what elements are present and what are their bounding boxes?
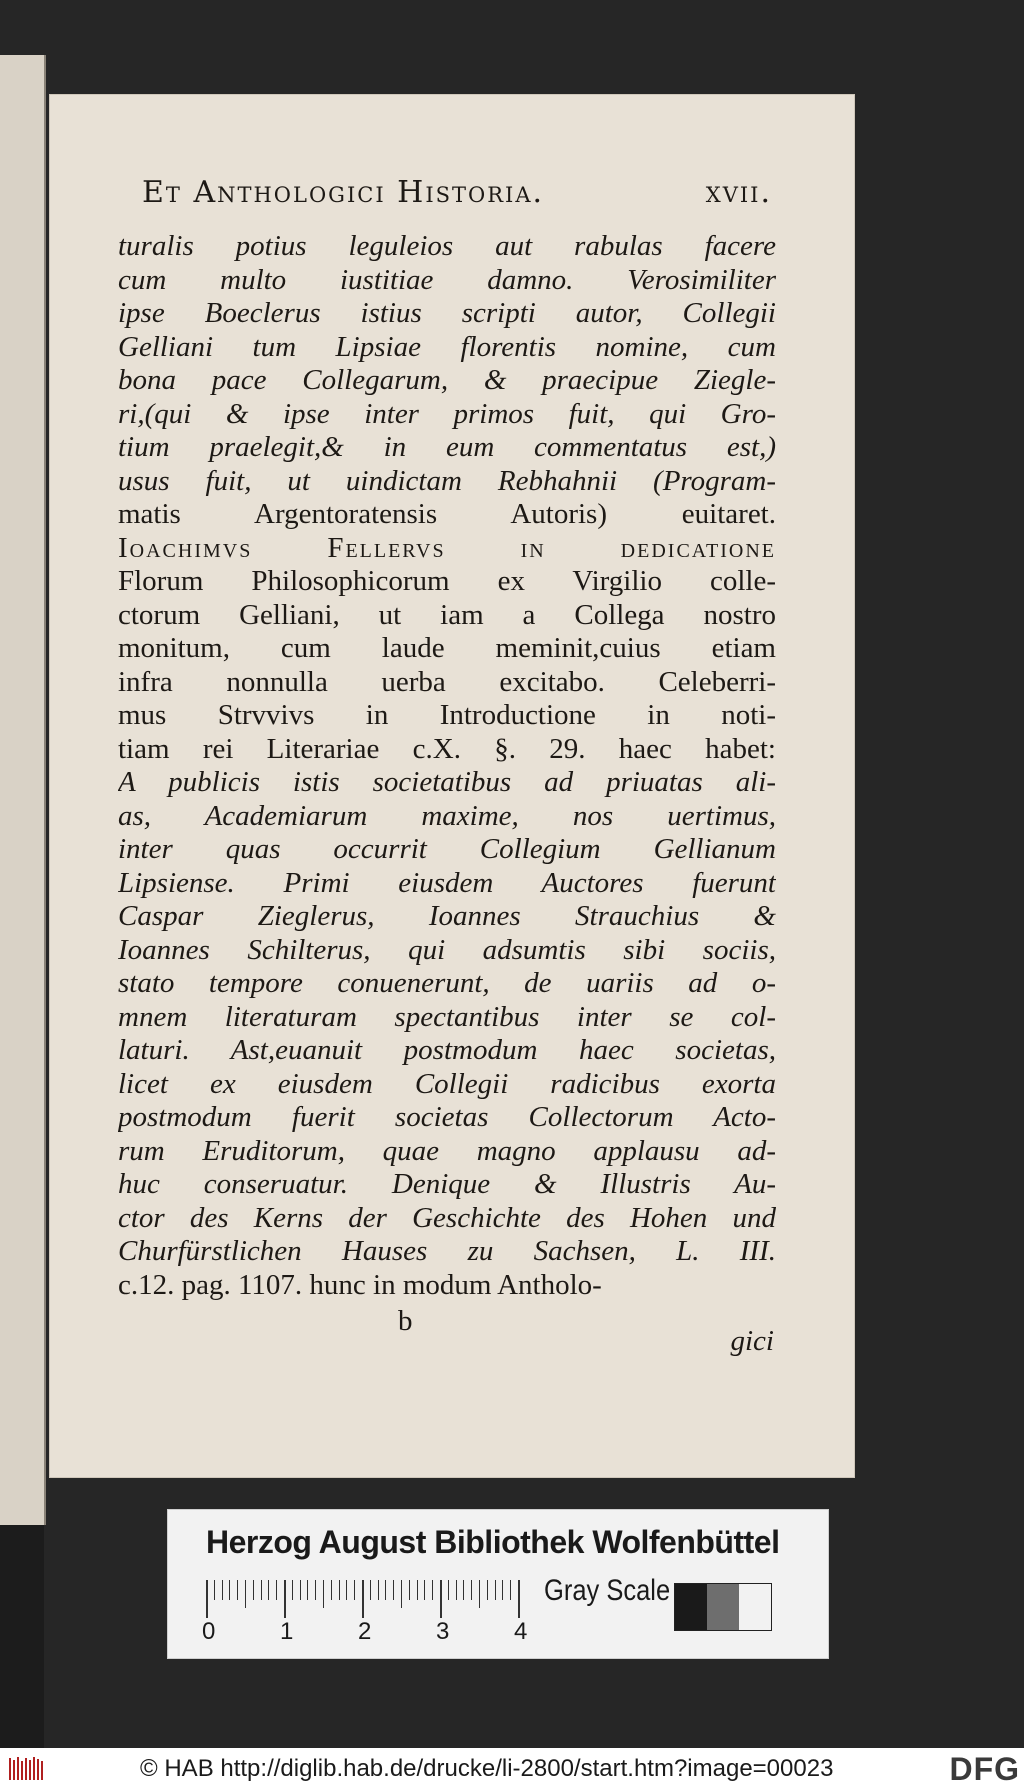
previous-page-edge (0, 55, 46, 1525)
ruler-tick (448, 1580, 449, 1600)
ruler-tick (339, 1580, 340, 1600)
text-line: rum Eruditorum, quae magno applausu ad- (118, 1134, 776, 1167)
book-page (50, 95, 854, 1477)
ruler-tick (284, 1580, 286, 1618)
ruler-tick (237, 1580, 238, 1600)
text-line: Ioachimvs Fellervs in dedicatione (118, 531, 776, 564)
ruler-tick (331, 1580, 332, 1600)
ruler-tick (440, 1580, 442, 1618)
text-line: c.12. pag. 1107. hunc in modum Antholo- (118, 1268, 602, 1301)
ruler-number: 0 (202, 1618, 216, 1645)
ruler-tick (253, 1580, 254, 1600)
ruler-tick (487, 1580, 488, 1600)
text-line: stato tempore conuenerunt, de uariis ad o- (118, 967, 776, 999)
text-line: matis Argentoratensis Autoris) euitaret. (118, 498, 776, 530)
ruler-tick (214, 1580, 215, 1600)
ruler-tick (370, 1580, 371, 1600)
ruler-tick (315, 1580, 316, 1600)
text-line: Gelliani tum Lipsiae florentis nomine, cum (118, 330, 776, 363)
color-target-card (167, 1509, 829, 1659)
ruler-tick (495, 1580, 496, 1600)
ruler-tick (268, 1580, 269, 1600)
text-line: Churfürstlichen Hauses zu Sachsen, L. III. (118, 1235, 776, 1267)
running-head-title: Et Anthologici Historia. (142, 175, 545, 210)
text-line: infra nonnulla uerba excitabo. Celeberri- (118, 665, 776, 698)
ruler-tick (245, 1580, 246, 1608)
text-line: usus fuit, ut uindictam Rebhahnii (Program- (118, 464, 776, 497)
ruler-tick (393, 1580, 394, 1600)
text-line: ri,(qui & ipse inter primos fuit, qui Gro- (118, 397, 776, 430)
ruler-tick (432, 1580, 433, 1600)
gray-swatch (675, 1584, 707, 1630)
text-line: monitum, cum laude meminit,cuius etiam (118, 632, 776, 664)
text-line: licet ex eiusdem Collegii radicibus exorta (118, 1067, 776, 1100)
ruler-tick (292, 1580, 293, 1600)
ruler-tick (354, 1580, 355, 1600)
ruler-tick (456, 1580, 457, 1600)
dfg-logo: DFG (949, 1751, 1020, 1787)
text-line: Florum Philosophicorum ex Virgilio colle- (118, 565, 776, 597)
text-line: A publicis istis societatibus ad priuatas ali- (118, 766, 776, 798)
ruler-tick (300, 1580, 301, 1600)
text-line: huc conseruatur. Denique & Illustris Au- (118, 1168, 776, 1200)
ruler-number: 1 (280, 1618, 294, 1645)
text-line: mus Strvvivs in Introductione in noti- (118, 699, 776, 731)
ruler-numbers (202, 1618, 532, 1648)
running-head (142, 175, 772, 210)
ruler-tick (463, 1580, 464, 1600)
ruler-tick (222, 1580, 223, 1600)
text-line: tium praelegit,& in eum commentatus est,) (118, 431, 776, 463)
text-line: ipse Boeclerus istius scripti autor, Collegii (118, 297, 776, 329)
text-line: mnem literaturam spectantibus inter se col- (118, 1000, 776, 1033)
text-line: turalis potius leguleios aut rabulas facere (118, 230, 776, 262)
ruler-tick (471, 1580, 472, 1600)
ruler-tick (229, 1580, 230, 1600)
ruler-tick (276, 1580, 277, 1600)
ruler-number: 4 (514, 1618, 528, 1645)
ruler-tick (307, 1580, 308, 1600)
catchword: gici (730, 1325, 774, 1357)
ruler-tick (409, 1580, 410, 1600)
ruler-tick (378, 1580, 379, 1600)
text-line: cum multo iustitiae damno. Verosimiliter (118, 263, 776, 296)
signature-mark: b (398, 1305, 413, 1337)
ruler-tick (417, 1580, 418, 1600)
ruler-tick (346, 1580, 347, 1600)
text-line: as, Academiarum maxime, nos uertimus, (118, 799, 776, 832)
ruler-tick (479, 1580, 480, 1608)
ruler-tick (385, 1580, 386, 1600)
ruler-tick (401, 1580, 402, 1608)
copyright-url: © HAB http://diglib.hab.de/drucke/li-2800/start.htm?image=00023 (140, 1755, 834, 1782)
binding-shadow (0, 1525, 44, 1748)
text-line: postmodum fuerit societas Collectorum Acto- (118, 1101, 776, 1133)
ruler-tick (323, 1580, 324, 1608)
ruler-tick (362, 1580, 364, 1618)
folio-number: xvii. (705, 175, 772, 210)
ruler-tick (510, 1580, 511, 1600)
text-line: inter quas occurrit Collegium Gellianum (118, 833, 776, 865)
ruler-number: 2 (358, 1618, 372, 1645)
gray-scale-label: Gray Scale (544, 1574, 671, 1607)
scale-ruler (206, 1580, 526, 1620)
ruler-tick (424, 1580, 425, 1600)
text-line: laturi. Ast,euanuit postmodum haec societas, (118, 1034, 776, 1066)
ruler-tick (518, 1580, 520, 1618)
footer-bar (0, 1748, 1024, 1789)
text-line: ctor des Kerns der Geschichte des Hohen und (118, 1201, 776, 1234)
text-line: Ioannes Schilterus, qui adsumtis sibi sociis, (118, 933, 776, 966)
body-text (118, 230, 776, 1302)
gray-swatch (739, 1584, 771, 1630)
gray-swatch (707, 1584, 739, 1630)
library-name: Herzog August Bibliothek Wolfenbüttel (206, 1524, 780, 1560)
hab-logo-icon (8, 1756, 46, 1782)
text-line: bona pace Collegarum, & praecipue Ziegle- (118, 364, 776, 396)
text-line: ctorum Gelliani, ut iam a Collega nostro (118, 598, 776, 631)
ruler-tick (502, 1580, 503, 1600)
text-line: Lipsiense. Primi eiusdem Auctores fuerunt (118, 866, 776, 899)
ruler-number: 3 (436, 1618, 450, 1645)
ruler-tick (261, 1580, 262, 1600)
ruler-tick (206, 1580, 208, 1618)
text-line: tiam rei Literariae c.X. §. 29. haec habet: (118, 732, 776, 765)
text-line: Caspar Zieglerus, Ioannes Strauchius & (118, 900, 776, 932)
gray-scale-swatches (674, 1583, 772, 1631)
